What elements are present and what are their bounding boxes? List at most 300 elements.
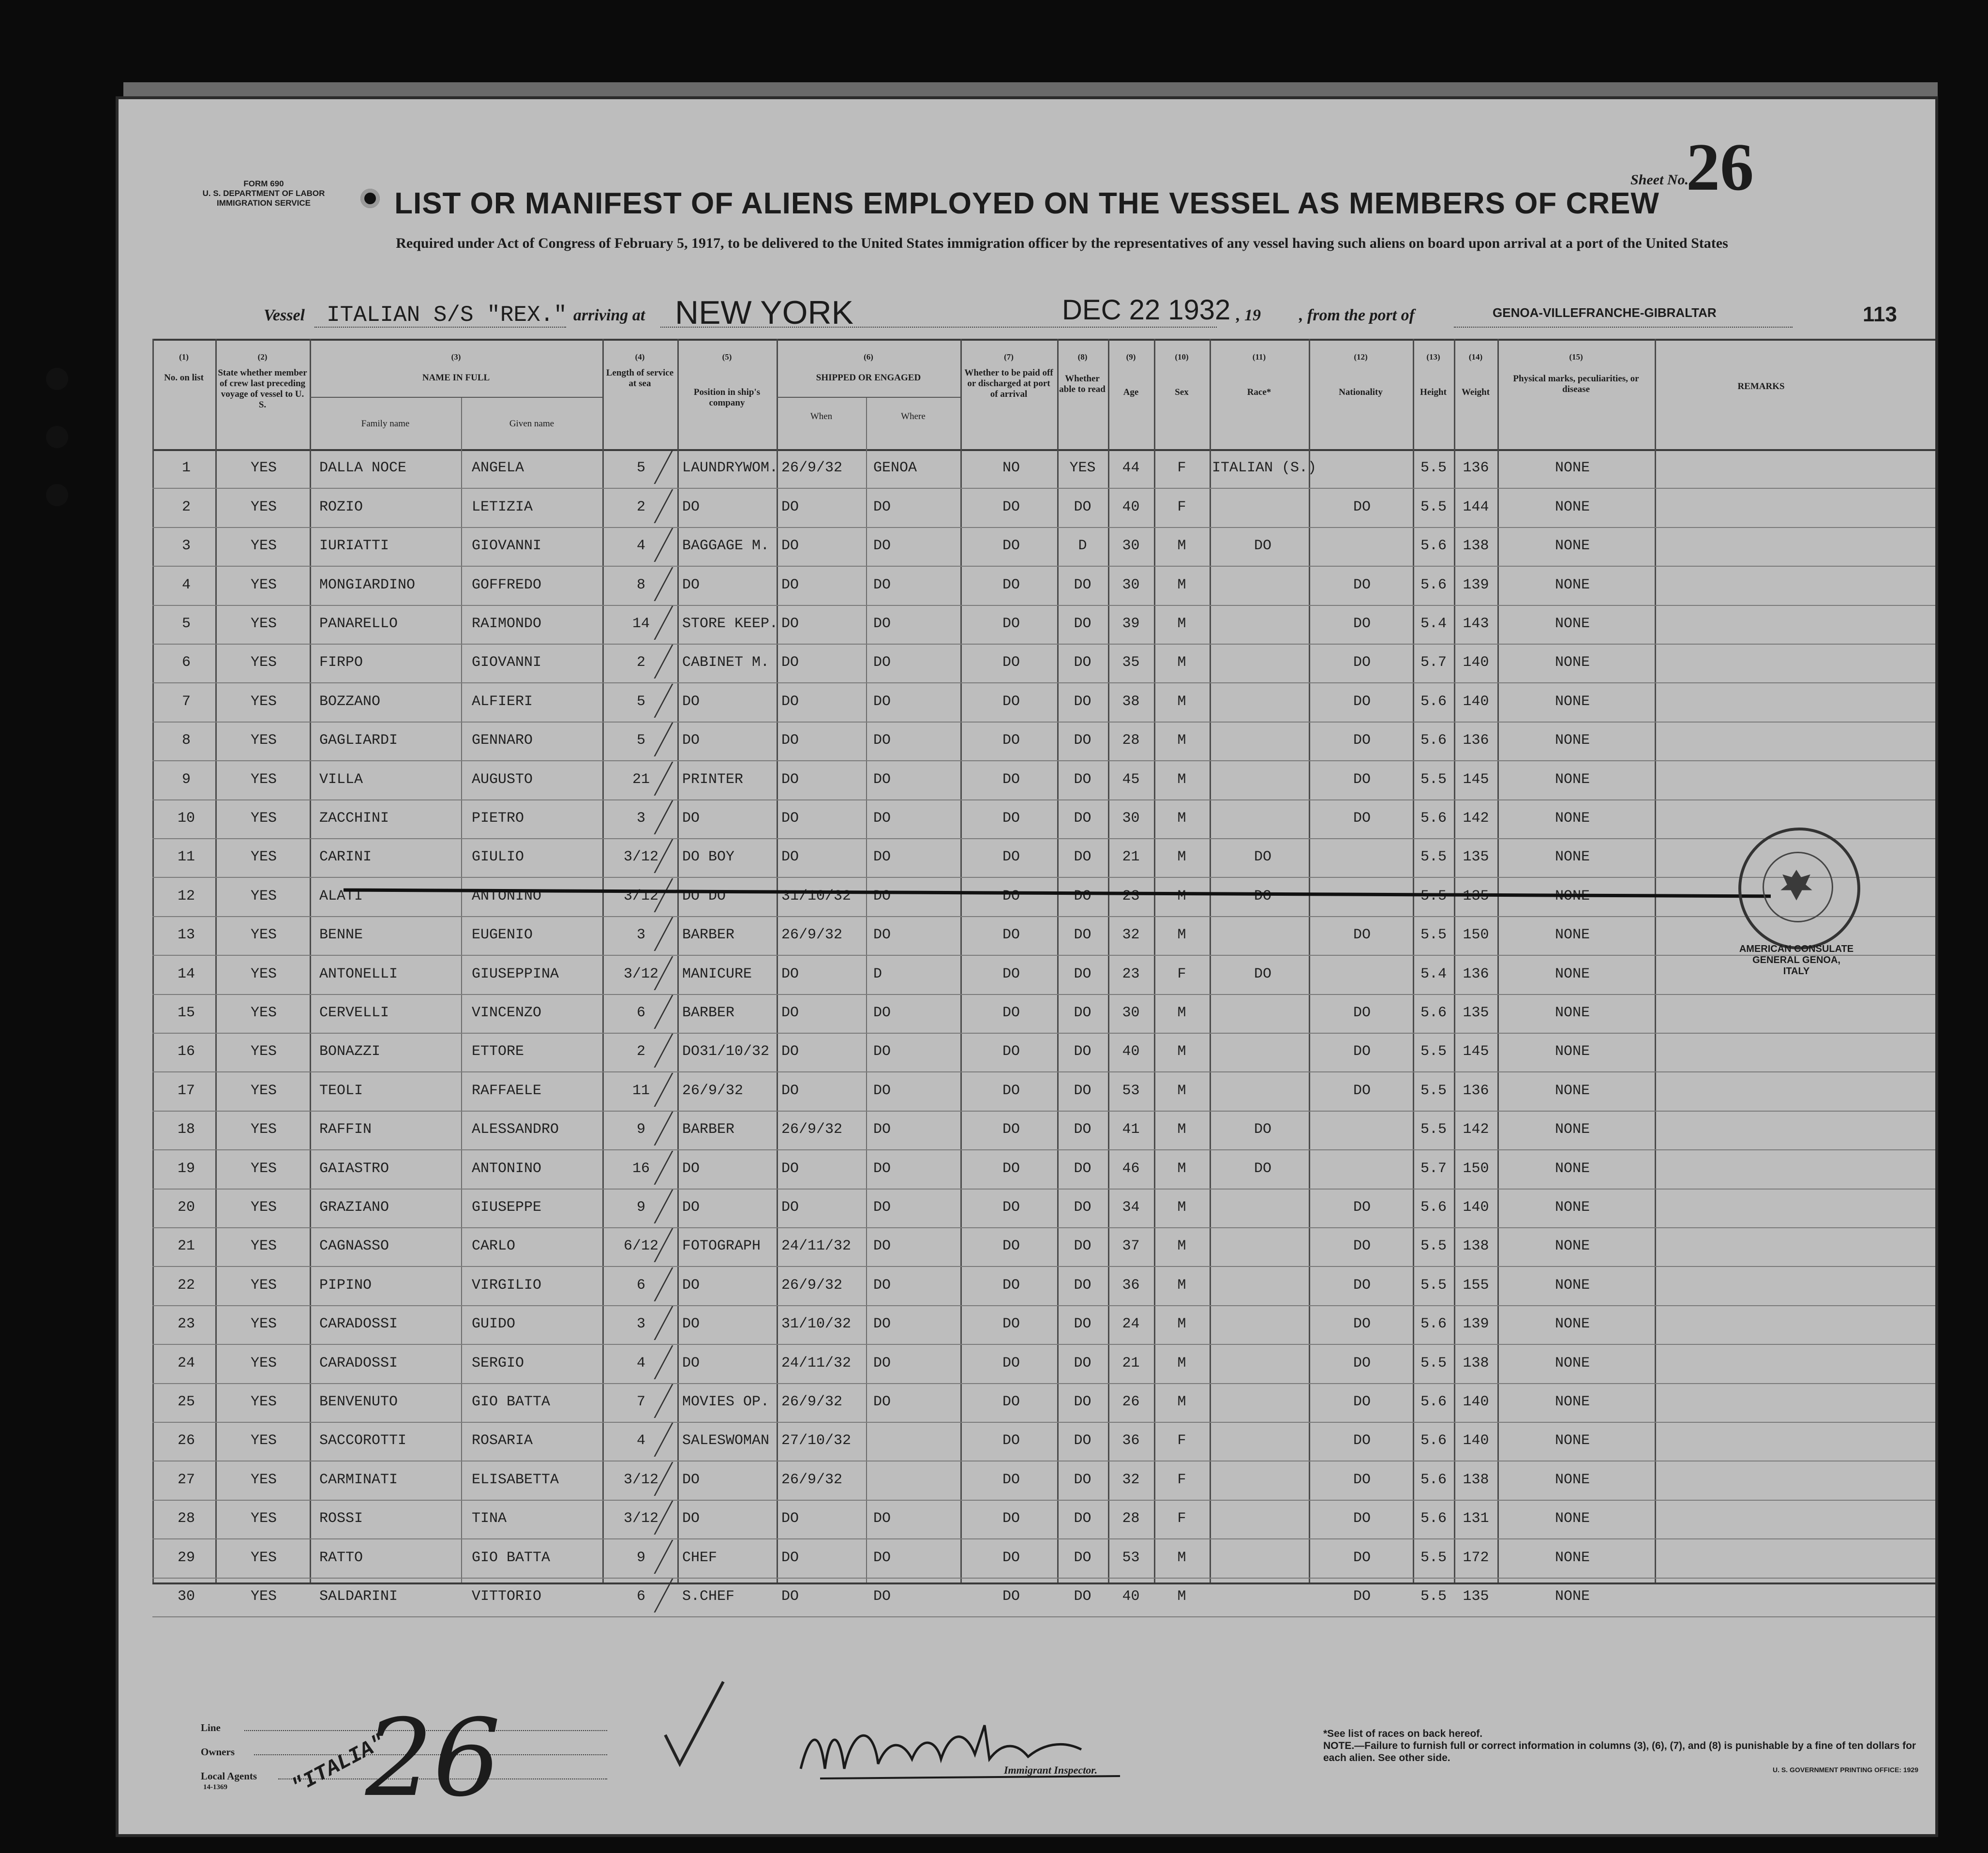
cell-prev: YES [250,1199,277,1216]
cell-paid: DO [1002,1316,1020,1333]
cell-sex: M [1177,693,1186,710]
row-rule [152,1538,1935,1539]
col-8-header: Whether able to read [1059,374,1106,394]
cell-where: DO [873,693,891,710]
col-6a-header: When [810,411,833,422]
col-10-number: (10) [1175,352,1189,362]
cell-no: 9 [181,771,191,788]
cell-when: DO [781,538,799,555]
cell-given: GIO BATTA [472,1394,551,1410]
col-12-header: Nationality [1339,387,1383,397]
cell-no: 10 [177,810,195,827]
cell-read: DO [1074,1510,1091,1527]
cell-nat: DO [1353,1277,1371,1294]
col-2-header: State whether member of crew last preceding voyage of vessel to U. S. [218,368,307,410]
cell-where: DO [873,576,891,593]
cell-position: DO [682,1160,700,1177]
col-3b-header: Given name [509,419,554,429]
cell-marks: NONE [1555,849,1590,866]
cell-paid: DO [1002,1277,1020,1294]
tally-mark [610,450,673,484]
handwritten-sheet-number: 26 [365,1696,501,1820]
cell-position: DO [682,1199,700,1216]
cell-paid: DO [1002,538,1020,555]
cell-paid: DO [1002,810,1020,827]
cell-position: CABINET M. [682,654,770,671]
tally-mark [610,684,673,718]
cell-paid: DO [1002,732,1020,749]
cell-no: 2 [181,498,191,515]
cell-weight: 138 [1463,1355,1489,1371]
cell-paid: DO [1002,1160,1020,1177]
cell-sex: F [1177,1471,1186,1488]
cell-nat: DO [1353,1471,1371,1488]
cell-family: VILLA [319,771,363,788]
cell-service: 2 [636,498,645,515]
cell-when: DO [781,1005,799,1021]
cell-nat: DO [1353,654,1371,671]
cell-read: DO [1074,965,1091,982]
cell-marks: NONE [1555,1005,1590,1021]
cell-sex: M [1177,1082,1186,1099]
cell-nat: DO [1353,498,1371,515]
cell-position: DO [682,693,700,710]
cell-position: BAGGAGE M. [682,538,770,555]
cell-age: 41 [1122,1121,1140,1138]
cell-nat: DO [1353,1510,1371,1527]
cell-age: 40 [1122,1043,1140,1060]
cell-given: ETTORE [472,1043,524,1060]
row-rule [152,1500,1935,1501]
cell-read: DO [1074,888,1091,904]
manifest-table [152,339,1935,1795]
cell-given: VIRGILIO [472,1277,542,1294]
cell-service: 8 [636,576,645,593]
footnote-races: *See list of races on back hereof. [1323,1728,1483,1739]
cell-marks: NONE [1555,810,1590,827]
cell-where: DO [873,1277,891,1294]
cell-height: 5.6 [1420,1005,1447,1021]
cell-weight: 136 [1463,1082,1489,1099]
cell-position: DO31/10/32 [682,1043,770,1060]
cell-when: 26/9/32 [781,1277,843,1294]
cell-position: CHEF [682,1549,717,1566]
tally-mark [610,1384,673,1418]
col-3-header: NAME IN FULL [422,373,490,383]
cell-where: GENOA [873,460,917,477]
cell-paid: DO [1002,654,1020,671]
cell-age: 39 [1122,616,1140,632]
cell-height: 5.6 [1420,538,1447,555]
cell-sex: M [1177,1355,1186,1371]
cell-race: DO [1254,1160,1271,1177]
cell-given: AUGUSTO [472,771,533,788]
cell-height: 5.6 [1420,1394,1447,1410]
cell-marks: NONE [1555,693,1590,710]
cell-paid: DO [1002,498,1020,515]
cell-paid: DO [1002,1238,1020,1255]
cell-given: PIETRO [472,810,524,827]
cell-marks: NONE [1555,1121,1590,1138]
cell-when: 24/11/32 [781,1238,852,1255]
cell-paid: DO [1002,1432,1020,1449]
row-rule [152,916,1935,917]
row-rule [152,1266,1935,1267]
cell-no: 13 [177,927,195,944]
cell-height: 5.5 [1420,849,1447,866]
cell-prev: YES [250,1549,277,1566]
cell-family: SALDARINI [319,1588,398,1605]
cell-service: 16 [632,1160,650,1177]
cell-age: 35 [1122,654,1140,671]
cell-marks: NONE [1555,1588,1590,1605]
cell-given: GIO BATTA [472,1549,551,1566]
cell-given: ALESSANDRO [472,1121,559,1138]
cell-position: DO DO [682,888,726,904]
cell-age: 53 [1122,1082,1140,1099]
tally-mark [610,489,673,523]
cell-nat: DO [1353,1043,1371,1060]
tally-mark [610,1462,673,1496]
cell-marks: NONE [1555,888,1590,904]
cell-nat: DO [1353,771,1371,788]
cell-weight: 143 [1463,616,1489,632]
row-rule [152,1227,1935,1228]
cell-age: 37 [1122,1238,1140,1255]
cell-age: 44 [1122,460,1140,477]
tally-mark [610,839,673,873]
cell-race: DO [1254,1121,1271,1138]
cell-height: 5.6 [1420,1471,1447,1488]
cell-no: 30 [177,1588,195,1605]
cell-age: 28 [1122,1510,1140,1527]
cell-prev: YES [250,1510,277,1527]
cell-read: YES [1069,460,1096,477]
cell-position: DO [682,498,700,515]
cell-prev: YES [250,576,277,593]
col-15-header: Physical marks, peculiarities, or disease [1513,374,1639,394]
row-rule [152,527,1935,528]
cell-service: 5 [636,732,645,749]
col-3-number: (3) [451,352,461,362]
cell-where: DO [873,538,891,555]
cell-service: 9 [636,1199,645,1216]
cell-position: 26/9/32 [682,1082,744,1099]
cell-prev: YES [250,732,277,749]
cell-given: GENNARO [472,732,533,749]
cell-position: DO [682,1277,700,1294]
cell-given: RAFFAELE [472,1082,542,1099]
cell-service: 3 [636,927,645,944]
col-6b-header: Where [901,411,926,422]
cell-nat: DO [1353,1394,1371,1410]
cell-read: DO [1074,810,1091,827]
cell-no: 20 [177,1199,195,1216]
col-11-number: (11) [1252,352,1266,362]
cell-height: 5.5 [1420,888,1447,904]
cell-no: 21 [177,1238,195,1255]
cell-position: MOVIES OP. [682,1394,770,1410]
cell-family: RATTO [319,1549,363,1566]
cell-weight: 139 [1463,1316,1489,1333]
cell-age: 23 [1122,965,1140,982]
cell-paid: DO [1002,1471,1020,1488]
cell-sex: M [1177,732,1186,749]
cell-nat: DO [1353,927,1371,944]
cell-paid: DO [1002,849,1020,866]
cell-race: DO [1254,538,1271,555]
from-port-label: , from the port of [1299,306,1415,324]
cell-prev: YES [250,1160,277,1177]
cell-service: 3 [636,1316,645,1333]
eagle-seal-icon [1773,861,1820,908]
cell-height: 5.5 [1420,927,1447,944]
cell-given: ANGELA [472,460,524,477]
cell-age: 26 [1122,1394,1140,1410]
cell-age: 40 [1122,498,1140,515]
cell-position: STORE KEEP. [682,616,778,632]
cell-sex: M [1177,1199,1186,1216]
cell-height: 5.7 [1420,654,1447,671]
check-mark-icon [660,1672,728,1778]
cell-no: 29 [177,1549,195,1566]
cell-no: 14 [177,965,195,982]
cell-read: DO [1074,1005,1091,1021]
row-rule [152,838,1935,839]
cell-weight: 140 [1463,1199,1489,1216]
cell-read: DO [1074,576,1091,593]
cell-height: 5.6 [1420,1432,1447,1449]
cell-position: BARBER [682,1121,735,1138]
cell-sex: M [1177,888,1186,904]
col-9-number: (9) [1126,352,1136,362]
col-1-number: (1) [179,352,189,362]
cell-when: DO [781,498,799,515]
row-rule [152,1344,1935,1345]
cell-prev: YES [250,1355,277,1371]
cell-weight: 172 [1463,1549,1489,1566]
cell-read: DO [1074,1082,1091,1099]
cell-prev: YES [250,693,277,710]
cell-read: D [1078,538,1087,555]
cell-age: 38 [1122,693,1140,710]
col-6-number: (6) [864,352,873,362]
col-4-number: (4) [635,352,645,362]
tally-mark [610,1306,673,1340]
cell-position: DO BOY [682,849,735,866]
cell-no: 4 [181,576,191,593]
cell-sex: M [1177,538,1186,555]
cell-sex: M [1177,616,1186,632]
cell-marks: NONE [1555,576,1590,593]
cell-read: DO [1074,616,1091,632]
cell-service: 5 [636,460,645,477]
cell-where: DO [873,1199,891,1216]
cell-nat: DO [1353,576,1371,593]
cell-marks: NONE [1555,1238,1590,1255]
cell-service: 6 [636,1588,645,1605]
cell-given: SERGIO [472,1355,524,1371]
cell-paid: DO [1002,1082,1020,1099]
cell-prev: YES [250,1316,277,1333]
cell-given: ANTONINO [472,1160,542,1177]
cell-family: CERVELLI [319,1005,389,1021]
cell-position: MANICURE [682,965,752,982]
cell-sex: M [1177,1121,1186,1138]
cell-no: 17 [177,1082,195,1099]
cell-service: 14 [632,616,650,632]
cell-marks: NONE [1555,1394,1590,1410]
page-title: LIST OR MANIFEST OF ALIENS EMPLOYED ON THE VESSEL AS MEMBERS OF CREW [394,187,1659,220]
footnote-penalty: NOTE.—Failure to furnish full or correct information in columns (3), (6), (7), and (8) is punishable by a fine of ten dollars for each alien. See other side. [1323,1740,1916,1763]
cell-service: 5 [636,693,645,710]
col-7-number: (7) [1004,352,1014,362]
cell-paid: DO [1002,616,1020,632]
cell-where: DO [873,1316,891,1333]
cell-prev: YES [250,1005,277,1021]
cell-prev: YES [250,460,277,477]
row-rule [152,1071,1935,1072]
cell-given: GIULIO [472,849,524,866]
cell-given: TINA [472,1510,507,1527]
cell-height: 5.6 [1420,1510,1447,1527]
cell-sex: M [1177,1043,1186,1060]
tally-mark [610,1073,673,1107]
cell-height: 5.7 [1420,1160,1447,1177]
cell-sex: M [1177,1588,1186,1605]
cell-weight: 131 [1463,1510,1489,1527]
col-10-header: Sex [1175,387,1189,397]
cell-when: 26/9/32 [781,1471,843,1488]
cell-marks: NONE [1555,771,1590,788]
cell-height: 5.5 [1420,1043,1447,1060]
cell-where: DO [873,654,891,671]
cell-read: DO [1074,849,1091,866]
tally-mark [610,1540,673,1574]
cell-position: DO [682,1316,700,1333]
form-code: 14-1369 [203,1783,227,1791]
cell-no: 8 [181,732,191,749]
cell-paid: DO [1002,1005,1020,1021]
cell-sex: M [1177,810,1186,827]
cell-where: DO [873,771,891,788]
cell-given: ELISABETTA [472,1471,559,1488]
cell-paid: DO [1002,1549,1020,1566]
cell-family: MONGIARDINO [319,576,416,593]
cell-service: 7 [636,1394,645,1410]
cell-given: ALFIERI [472,693,533,710]
cell-marks: NONE [1555,1549,1590,1566]
cell-height: 5.5 [1420,1082,1447,1099]
sheet-number: 26 [1686,130,1754,205]
cell-weight: 136 [1463,965,1489,982]
col-1-header: No. on list [164,373,204,383]
cell-sex: M [1177,1277,1186,1294]
col-3a-header: Family name [361,419,410,429]
cell-prev: YES [250,1471,277,1488]
cell-no: 6 [181,654,191,671]
cell-family: ALATI [319,888,363,904]
tally-mark [610,1345,673,1379]
cell-prev: YES [250,927,277,944]
cell-family: CARADOSSI [319,1316,398,1333]
tally-mark [610,917,673,951]
cell-where: DO [873,1588,891,1605]
col-14-number: (14) [1468,352,1483,362]
cell-when: 31/10/32 [781,1316,852,1333]
inspector-signature [791,1711,1139,1788]
cell-marks: NONE [1555,1316,1590,1333]
cell-prev: YES [250,616,277,632]
col-remarks-header: REMARKS [1737,381,1785,392]
cell-where: DO [873,1121,891,1138]
cell-no: 16 [177,1043,195,1060]
cell-paid: DO [1002,1394,1020,1410]
cell-given: VITTORIO [472,1588,542,1605]
cell-where: DO [873,1082,891,1099]
cell-family: TEOLI [319,1082,363,1099]
arrival-date-stamp: DEC 22 1932 [1062,294,1231,326]
cell-where: DO [873,1043,891,1060]
cell-given: GIUSEPPE [472,1199,542,1216]
col-8-number: (8) [1077,352,1088,362]
cell-weight: 140 [1463,693,1489,710]
cell-when: DO [781,732,799,749]
cell-service: 9 [636,1549,645,1566]
cell-service: 2 [636,1043,645,1060]
cell-sex: M [1177,771,1186,788]
cell-sex: F [1177,1510,1186,1527]
cell-paid: DO [1002,1199,1020,1216]
row-rule [152,682,1935,683]
cell-no: 5 [181,616,191,632]
cell-sex: M [1177,849,1186,866]
cell-marks: NONE [1555,460,1590,477]
cell-given: GIUSEPPINA [472,965,559,982]
cell-family: SACCOROTTI [319,1432,407,1449]
cell-position: DO [682,732,700,749]
cell-position: DO [682,1471,700,1488]
cell-given: ROSARIA [472,1432,533,1449]
col-5-number: (5) [722,352,732,362]
cell-family: BENVENUTO [319,1394,398,1410]
cell-service: 2 [636,654,645,671]
tally-mark [610,995,673,1029]
cell-weight: 135 [1463,888,1489,904]
cell-marks: NONE [1555,1082,1590,1099]
cell-prev: YES [250,810,277,827]
cell-given: GIOVANNI [472,654,542,671]
cell-marks: NONE [1555,1043,1590,1060]
cell-sex: M [1177,1316,1186,1333]
cell-family: ZACCHINI [319,810,389,827]
col-6-header: SHIPPED OR ENGAGED [816,373,921,383]
service-name: IMMIGRATION SERVICE [217,198,311,208]
cell-weight: 145 [1463,771,1489,788]
cell-no: 15 [177,1005,195,1021]
cell-prev: YES [250,1277,277,1294]
manifest-sheet [119,99,1935,1834]
cell-age: 46 [1122,1160,1140,1177]
cell-family: DALLA NOCE [319,460,407,477]
cell-family: BONAZZI [319,1043,381,1060]
row-rule [152,644,1935,645]
cell-paid: DO [1002,1355,1020,1371]
cell-read: DO [1074,1121,1091,1138]
col-9-header: Age [1123,387,1139,397]
cell-service: 6 [636,1277,645,1294]
cell-given: LETIZIA [472,498,533,515]
